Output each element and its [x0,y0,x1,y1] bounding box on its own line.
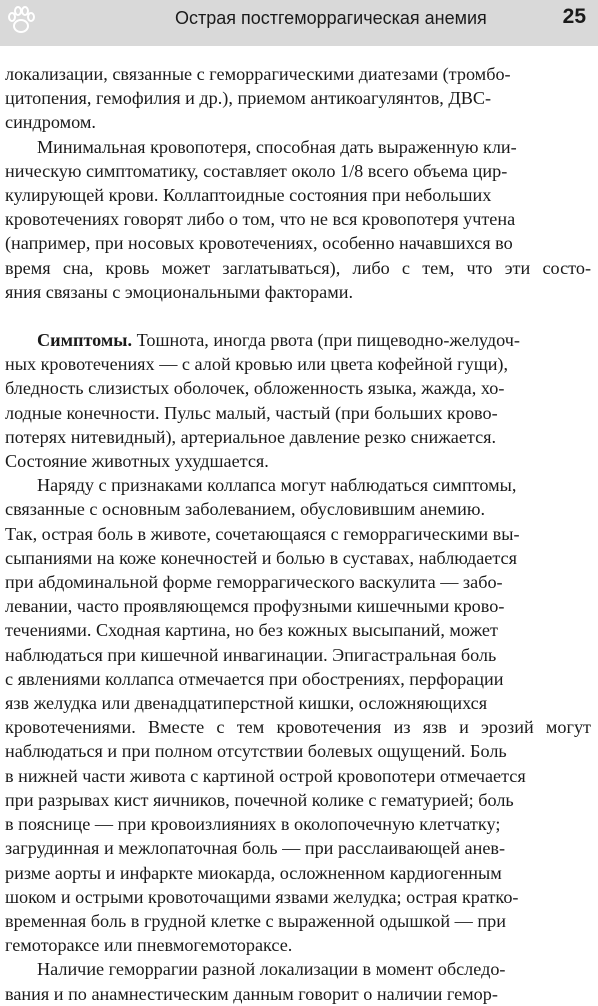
text-line: связанные с основным заболеванием, обусловившим анемию. [5,499,486,520]
text-line: с явлениями коллапса отмечается при обострениях, перфорации [5,668,504,689]
text-line: лодные конечности. Пульс малый, частый (при больших крово- [5,402,498,423]
text-line [5,328,591,352]
text-line: левании, часто проявляющемся профузными кишечными крово- [5,596,505,617]
text-line: кровотечениях говорят либо о том, что не вся кровопотеря учтена [5,209,516,230]
text-line: синдромом. [5,112,96,133]
text-line: время сна, кровь может заглатываться), либо с тем, что эти состо- [5,257,591,278]
text-line: в нижней части живота с картиной острой кровопотери отмечается [5,765,526,786]
paragraph-hemorrhage-presence [5,957,591,1005]
paragraph-continuation [5,62,591,135]
page-body [5,62,591,1006]
text-line: течениями. Сходная картина, но без кожных высыпаний, может [5,620,498,641]
page-number: 25 [562,5,586,28]
text-line: ных кровотечениях — с алой кровью или цвета кофейной гущи), [5,354,509,375]
text-line: бледность слизистых оболочек, обложенность языка, жажда, хо- [5,378,505,399]
text-line: локализации, связанные с геморрагическими диатезами (тромбо- [5,64,511,84]
text-line: кровотечениями. Вместе с тем кровотечения из язв и эрозий могут [5,717,591,738]
text-line: временная боль в грудной клетке с выраженной одышкой — при [5,910,506,931]
section-heading-symptoms: Симптомы. [37,330,133,351]
text-line: Так, острая боль в животе, сочетающаяся с геморрагическими вы- [5,523,520,544]
text-line: Наряду с признаками коллапса могут наблюдаться симптомы, [37,475,517,496]
paragraph-blood-loss [5,135,591,304]
text-line: ризме аорты и инфаркте миокарда, осложненном кардиогенным [5,862,502,883]
text-line: (например, при носовых кровотечениях, особенно начавшихся во [5,233,513,254]
text-line: сыпаниями на коже конечностей и болью в суставах, наблюдается [5,547,517,568]
text-line: наблюдаться при кишечной инвагинации. Эпигастральная боль [5,644,497,665]
text-line: при абдоминальной форме геморрагического васкулита — забо- [5,572,503,593]
text-line: язв желудка или двенадцатиперстной кишки, осложняющихся [5,693,488,714]
text-line: загрудинная и межлопаточная боль — при расслаивающей анев- [5,838,506,859]
running-header [0,0,598,46]
paragraph-symptoms [5,328,591,473]
text-line: в пояснице — при кровоизлияниях в околопочечную клетчатку; [5,814,501,835]
text-line: Наличие геморрагии разной локализации в момент обследо- [37,959,506,980]
text-line: яния связаны с эмоциональными факторами. [5,281,354,302]
paragraph-collapse-signs [5,473,591,957]
text-line: Минимальная кровопотеря, способная дать выраженную кли- [37,136,517,157]
heading-line-rest: Тошнота, иногда рвота (при пищеводно-желудоч- [132,330,520,351]
text-line: шоком и острыми кровоточащими язвами желудка; острая кратко- [5,886,519,907]
paw-print-icon [4,3,38,37]
text-line: наблюдаться и при полном отсутствии болевых ощущений. Боль [5,741,507,762]
text-line: гемотораксе или пневмогемотораксе. [5,935,293,956]
text-line: цитопения, гемофилия и др.), приемом антикоагулянтов, ДВС- [5,88,492,109]
text-line: при разрывах кист яичников, почечной колике с гематурией; боль [5,789,514,810]
running-title: Острая постгеморрагическая анемия [175,8,487,28]
text-line: потерях нитевидный), артериальное давление резко снижается. [5,426,497,447]
text-line: вания и по анамнестическим данным говорит о наличии гемор- [5,983,498,1004]
text-line: Состояние животных ухудшается. [5,451,269,472]
text-line: ническую симптоматику, составляет около 1/8 всего объема цир- [5,160,508,181]
text-line: кулирующей крови. Коллаптоидные состояния при небольших [5,185,492,206]
